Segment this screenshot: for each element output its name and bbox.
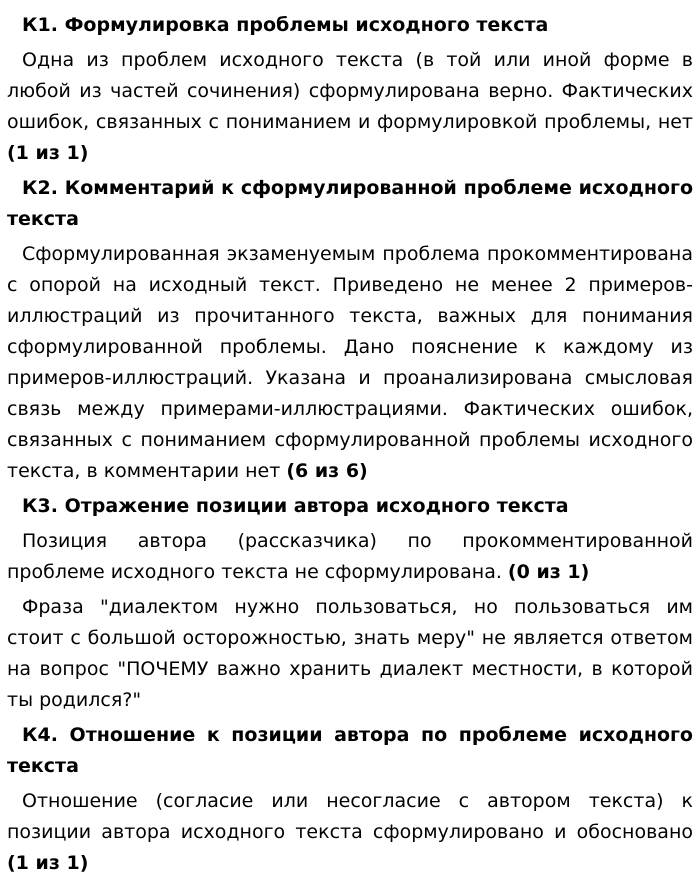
paragraph-text: Сформулированная экзаменуемым проблема прокомментирована с опорой на исходный текст. Приведено не менее 2 примеров-иллюстраций из прочитанного текста, важных для понимания сформулированной проблемы. Дано пояснение к каждому из примеров-иллюстраций. Указана и проанализирована смысловая связь между примерами-иллюстрациями. Фактических ошибок, связанных с пониманием сформулированной проблемы исходного текста, в комментарии нет — [7, 243, 693, 482]
section-heading: К2. Комментарий к сформулированной проблеме исходного текста — [7, 177, 693, 230]
score-label: (0 из 1) — [507, 561, 590, 583]
section-k3 — [7, 491, 693, 716]
paragraph-text: Одна из проблем исходного текста (в той или иной форме в любой из частей сочинения) сформулирована верно. Фактических ошибок, связанных с пониманием и формулировкой проблемы, нет — [7, 49, 693, 133]
section-k2 — [7, 173, 693, 487]
section-heading: К1. Формулировка проблемы исходного текста — [22, 14, 549, 36]
section-heading: К3. Отражение позиции автора исходного текста — [22, 495, 569, 517]
section-paragraph-comment — [7, 592, 693, 716]
section-k4 — [7, 720, 693, 879]
section-k1 — [7, 10, 693, 169]
section-paragraph — [7, 786, 693, 879]
paragraph-text: Отношение (согласие или несогласие с автором текста) к позиции автора исходного текста сформулировано и обосновано — [7, 790, 693, 843]
section-paragraph — [7, 526, 693, 588]
score-label: (6 из 6) — [286, 460, 368, 482]
section-heading: К4. Отношение к позиции автора по проблеме исходного текста — [7, 724, 693, 777]
section-paragraph — [7, 45, 693, 169]
paragraph-text: Фраза "диалектом нужно пользоваться, но пользоваться им стоит с большой осторожностью, знать меру" не является ответом на вопрос "ПОЧЕМУ важно хранить диалект местности, в которой ты родился?" — [7, 596, 693, 711]
section-paragraph — [7, 239, 693, 487]
paragraph-text: Позиция автора (рассказчика) по прокомментированной проблеме исходного текста не сформулирована. — [7, 530, 693, 583]
score-label: (1 из 1) — [7, 852, 89, 874]
score-label: (1 из 1) — [7, 142, 89, 164]
